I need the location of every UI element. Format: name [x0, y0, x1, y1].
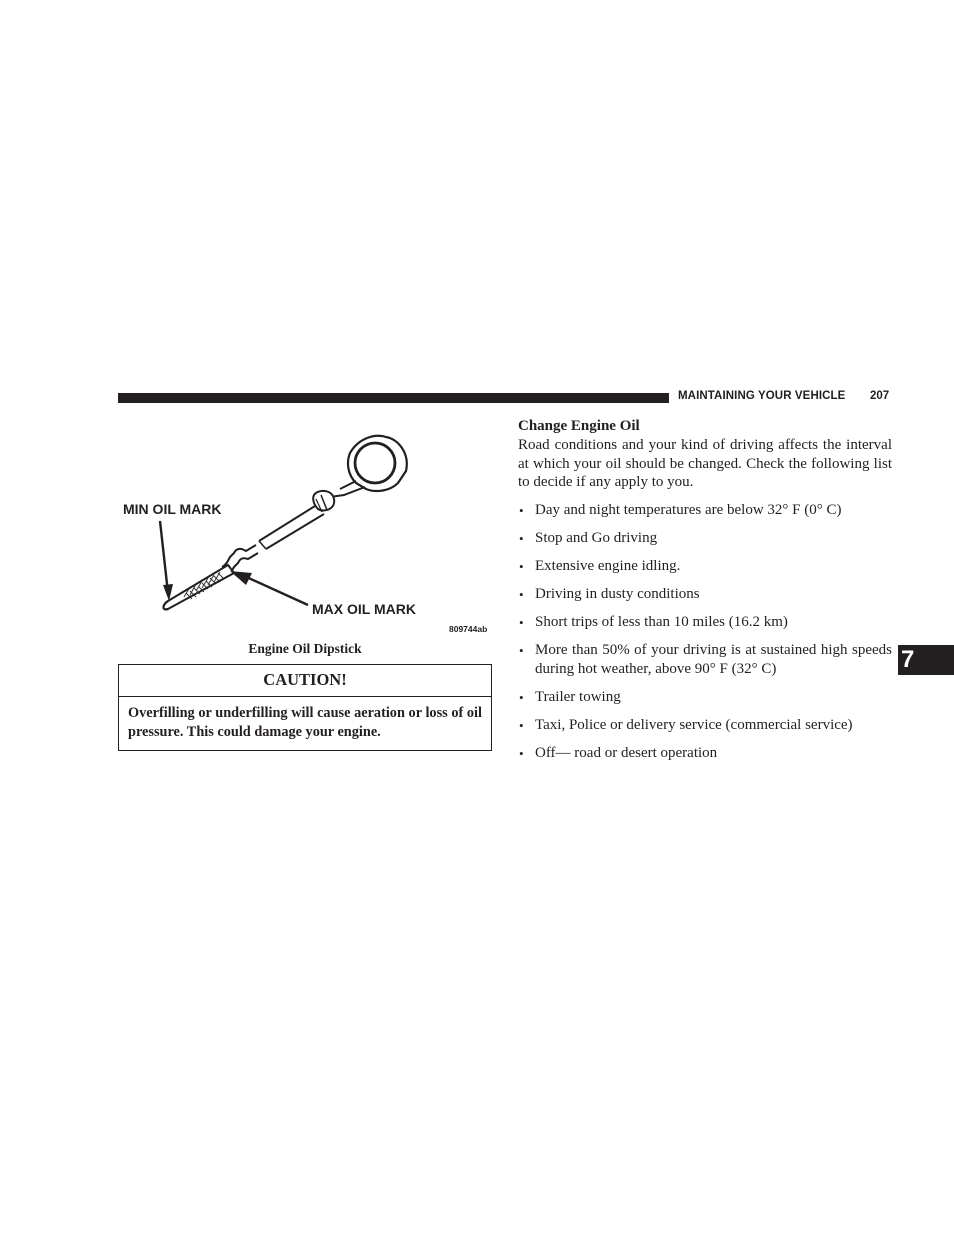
bullet-icon: •	[519, 745, 524, 761]
list-item-text: Extensive engine idling.	[535, 557, 681, 574]
list-item	[518, 529, 892, 548]
change-oil-section	[518, 417, 892, 772]
chapter-tab: 7	[898, 645, 954, 675]
bullet-icon: •	[519, 689, 524, 705]
list-item-text: Driving in dusty conditions	[535, 585, 700, 602]
bullet-icon: •	[519, 558, 524, 574]
page-number: 207	[870, 390, 890, 402]
conditions-list	[518, 501, 892, 763]
caution-text: Overfilling or underfilling will cause aeration or loss of oil pressure. This could damage your engine.	[128, 705, 482, 740]
list-item	[518, 501, 892, 520]
bullet-icon: •	[519, 502, 524, 518]
bullet-icon: •	[519, 717, 524, 733]
list-item	[518, 716, 892, 735]
bullet-icon: •	[519, 614, 524, 630]
list-item-text: Stop and Go driving	[535, 529, 658, 546]
dipstick-figure	[118, 425, 496, 640]
list-item	[518, 641, 892, 679]
dipstick-illustration-icon	[118, 425, 496, 640]
list-item	[518, 688, 892, 707]
list-item	[518, 613, 892, 632]
intro-paragraph: Road conditions and your kind of driving affects the interval at which your oil should be changed. Check the following list to decide if any apply to you.	[518, 437, 892, 490]
bullet-icon: •	[519, 586, 524, 602]
list-item-text: Short trips of less than 10 miles (16.2 km)	[535, 613, 788, 630]
list-item-text: Off— road or desert operation	[535, 744, 718, 761]
running-header-title: MAINTAINING YOUR VEHICLE	[678, 390, 846, 402]
section-heading: Change Engine Oil	[518, 418, 640, 434]
figure-code: 809744ab	[449, 624, 488, 634]
list-item-text: Day and night temperatures are below 32° F (0° C)	[535, 501, 842, 518]
list-item-text: Trailer towing	[535, 688, 621, 705]
min-oil-mark-label: MIN OIL MARK	[123, 501, 222, 517]
bullet-icon: •	[519, 642, 524, 658]
figure-caption: Engine Oil Dipstick	[248, 641, 362, 656]
list-item	[518, 585, 892, 604]
caution-box	[118, 664, 492, 751]
caution-title: CAUTION!	[119, 665, 491, 697]
list-item-text: Taxi, Police or delivery service (commercial service)	[535, 716, 853, 733]
max-oil-mark-label: MAX OIL MARK	[312, 601, 416, 617]
list-item	[518, 557, 892, 576]
list-item-text: More than 50% of your driving is at sustained high speeds during hot weather, above 90° F (32° C)	[535, 641, 892, 677]
header-rule	[118, 393, 669, 403]
list-item	[518, 744, 892, 763]
bullet-icon: •	[519, 530, 524, 546]
